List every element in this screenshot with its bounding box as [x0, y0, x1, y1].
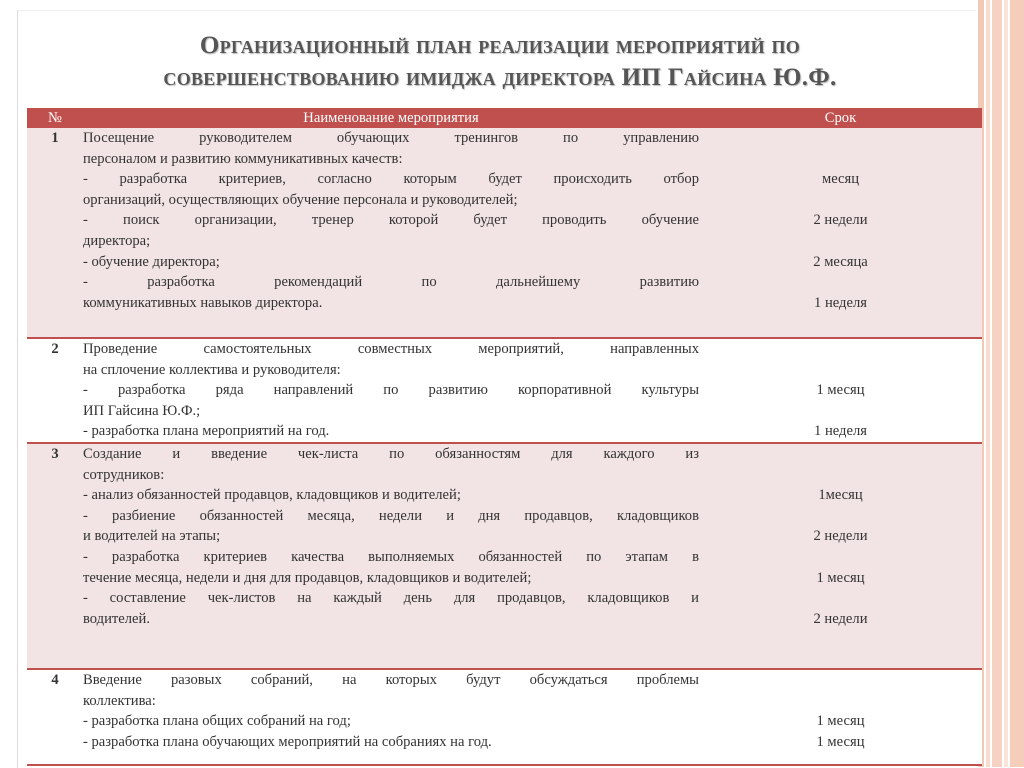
term-value: 1 месяц — [816, 713, 865, 730]
term-value — [699, 506, 982, 527]
term-value — [699, 691, 982, 712]
activity-line: сотрудников: — [83, 466, 165, 483]
activity-line: Посещение руководителем обучающих тренингов по управлению — [83, 130, 699, 146]
plan-table — [27, 108, 982, 766]
title-line-2: совершенствованию имиджа директора ИП Гайсина Ю.Ф. — [163, 64, 837, 91]
activity-line: - разработка ряда направлений по развитию корпоративной культуры — [83, 382, 699, 399]
term-value: месяц — [821, 171, 860, 188]
table-row — [27, 128, 982, 338]
activity-line: - разработка плана общих собраний на год; — [83, 713, 351, 730]
term-value: 2 недели — [813, 610, 868, 627]
term-value — [699, 401, 982, 422]
activity-line: на сплочение коллектива и руководителя: — [83, 361, 341, 378]
term-value: 2 месяца — [813, 253, 868, 270]
activity-line: - анализ обязанностей продавцов, кладовщиков и водителей; — [83, 487, 461, 504]
table-row — [27, 338, 982, 443]
slide-title — [60, 30, 940, 94]
activity-description — [83, 669, 699, 765]
term-value — [699, 231, 982, 252]
term-value: 1 месяц — [816, 382, 865, 399]
row-number: 3 — [27, 443, 83, 669]
header-num: № — [27, 108, 83, 128]
table-header-row — [27, 108, 982, 128]
term-value — [699, 444, 982, 465]
activity-line: течение месяца, недели и дня для продавцов, кладовщиков и водителей; — [83, 569, 532, 586]
term-value: 2 недели — [813, 528, 868, 545]
activity-line: - составление чек-листов на каждый день для продавцов, кладовщиков и — [83, 590, 699, 607]
row-number: 4 — [27, 669, 83, 765]
term-value — [699, 149, 982, 170]
row-number: 1 — [27, 128, 83, 338]
activity-line: Создание и введение чек-листа по обязанностям для каждого из — [83, 445, 699, 462]
activity-description — [83, 443, 699, 669]
term-value — [699, 465, 982, 486]
activity-line: - разбиение обязанностей месяца, недели и дня продавцов, кладовщиков — [83, 507, 699, 524]
title-line-1: Организационный план реализации мероприятий по — [199, 32, 801, 59]
term-value — [699, 128, 982, 149]
term-value — [699, 190, 982, 211]
activity-line: - разработка плана обучающих мероприятий на собраниях на год. — [83, 733, 492, 750]
activity-line: коммуникативных навыков директора. — [83, 294, 323, 311]
activity-line: - разработка критериев, согласно которым будет происходить отбор — [83, 171, 699, 188]
activity-line: - разработка критериев качества выполняемых обязанностей по этапам в — [83, 548, 699, 565]
header-name: Наименование мероприятия — [83, 108, 699, 128]
activity-line: - обучение директора; — [83, 253, 220, 270]
term-value — [699, 339, 982, 360]
activity-line: персоналом и развитию коммуникативных качеств: — [83, 150, 403, 167]
term-value: 1 месяц — [816, 569, 865, 586]
activity-line: - поиск организации, тренер которой будет проводить обучение — [83, 212, 699, 229]
term-value: 1 неделя — [814, 423, 867, 440]
term-value: 1 неделя — [814, 294, 867, 311]
activity-term — [699, 669, 982, 765]
activity-term — [699, 338, 982, 443]
activity-line: Введение разовых собраний, на которых будут обсуждаться проблемы — [83, 671, 699, 688]
activity-description — [83, 128, 699, 338]
term-value — [699, 670, 982, 691]
activity-line: организаций, осуществляющих обучение персонала и руководителей; — [83, 191, 518, 208]
term-value — [699, 272, 982, 293]
activity-line: - разработка плана мероприятий на год. — [83, 423, 330, 440]
activity-line: ИП Гайсина Ю.Ф.; — [83, 402, 201, 419]
activity-line: водителей. — [83, 610, 150, 627]
table-row — [27, 443, 982, 669]
activity-term — [699, 128, 982, 338]
header-term: Срок — [699, 108, 982, 128]
activity-description — [83, 338, 699, 443]
activity-line: Проведение самостоятельных совместных мероприятий, направленных — [83, 341, 699, 357]
decorative-border — [978, 0, 1024, 767]
term-value: 1месяц — [818, 487, 863, 504]
term-value — [699, 360, 982, 381]
activity-line: директора; — [83, 232, 151, 249]
term-value — [699, 588, 982, 609]
activity-line: коллектива: — [83, 692, 156, 709]
activity-term — [699, 443, 982, 669]
activity-line: - разработка рекомендаций по дальнейшему развитию — [83, 274, 699, 291]
table-row — [27, 669, 982, 765]
term-value: 1 месяц — [816, 733, 865, 750]
term-value — [699, 547, 982, 568]
term-value: 2 недели — [813, 212, 868, 229]
row-number: 2 — [27, 338, 83, 443]
activity-line: и водителей на этапы; — [83, 528, 221, 545]
